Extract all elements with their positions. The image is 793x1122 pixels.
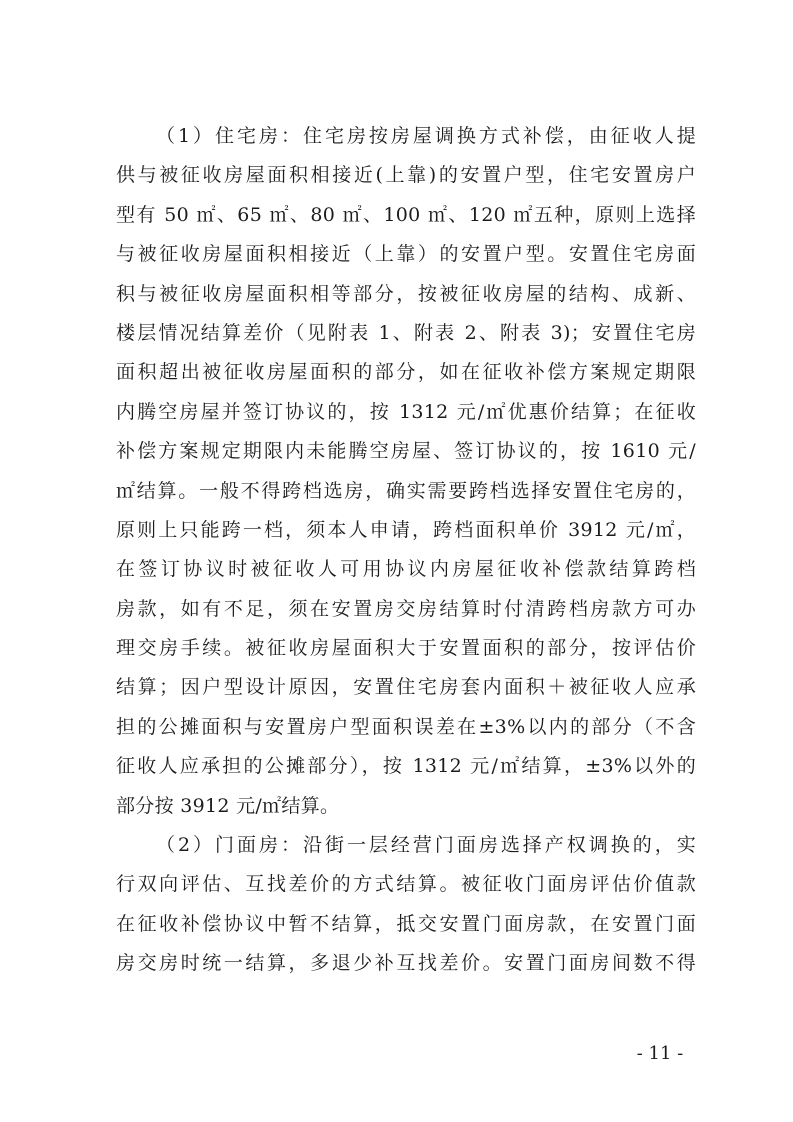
paragraph-1-line-3: 型有 50 ㎡、65 ㎡、80 ㎡、100 ㎡、120 ㎡五种，原则上选择 [116, 203, 696, 226]
paragraph-1-line-9: 补偿方案规定期限内未能腾空房屋、签订协议的，按 1610 元/ [116, 440, 696, 463]
page-number: - 11 - [636, 1043, 684, 1064]
paragraph-1-line-7: 面积超出被征收房屋面积的部分，如在征收补偿方案规定期限 [116, 361, 696, 384]
paragraph-1-line-8: 内腾空房屋并签订协议的，按 1312 元/㎡优惠价结算；在征收 [116, 400, 696, 423]
paragraph-1-line-15: 结算；因户型设计原因，安置住宅房套内面积＋被征收人应承 [116, 676, 696, 699]
body-text [116, 117, 696, 984]
paragraph-1-line-13: 房款，如有不足，须在安置房交房结算时付清跨档房款方可办 [116, 597, 696, 620]
paragraph-1-line-1: （1）住宅房：住宅房按房屋调换方式补偿，由征收人提 [156, 125, 696, 147]
paragraph-1-line-11: 原则上只能跨一档，须本人申请，跨档面积单价 3912 元/㎡， [116, 518, 696, 541]
paragraph-2-line-2: 行双向评估、互找差价的方式结算。被征收门面房评估价值款 [116, 873, 696, 896]
paragraph-1-line-12: 在签订协议时被征收人可用协议内房屋征收补偿款结算跨档 [116, 558, 696, 581]
paragraph-1-line-4: 与被征收房屋面积相接近（上靠）的安置户型。安置住宅房面 [116, 243, 696, 266]
paragraph-1-line-2: 供与被征收房屋面积相接近(上靠)的安置户型，住宅安置房户 [116, 164, 696, 187]
paragraph-2-line-4: 房交房时统一结算，多退少补互找差价。安置门面房间数不得 [116, 952, 696, 975]
paragraph-1-line-18: 部分按 3912 元/㎡结算。 [116, 794, 340, 817]
paragraph-1-line-6: 楼层情况结算差价（见附表 1、附表 2、附表 3)；安置住宅房 [116, 321, 696, 344]
paragraph-2-line-1: （2）门面房：沿街一层经营门面房选择产权调换的，实 [156, 834, 696, 857]
paragraph-2-line-3: 在征收补偿协议中暂不结算，抵交安置门面房款，在安置门面 [116, 912, 696, 935]
paragraph-1-line-5: 积与被征收房屋面积相等部分，按被征收房屋的结构、成新、 [116, 282, 696, 305]
paragraph-1-line-14: 理交房手续。被征收房屋面积大于安置面积的部分，按评估价 [116, 637, 696, 660]
paragraph-1-line-16: 担的公摊面积与安置房户型面积误差在±3%以内的部分（不含 [116, 715, 696, 738]
paragraph-1-line-17: 征收人应承担的公摊部分），按 1312 元/㎡结算，±3%以外的 [116, 755, 696, 778]
paragraph-1-line-10: ㎡结算。一般不得跨档选房，确实需要跨档选择安置住宅房的， [116, 479, 696, 502]
